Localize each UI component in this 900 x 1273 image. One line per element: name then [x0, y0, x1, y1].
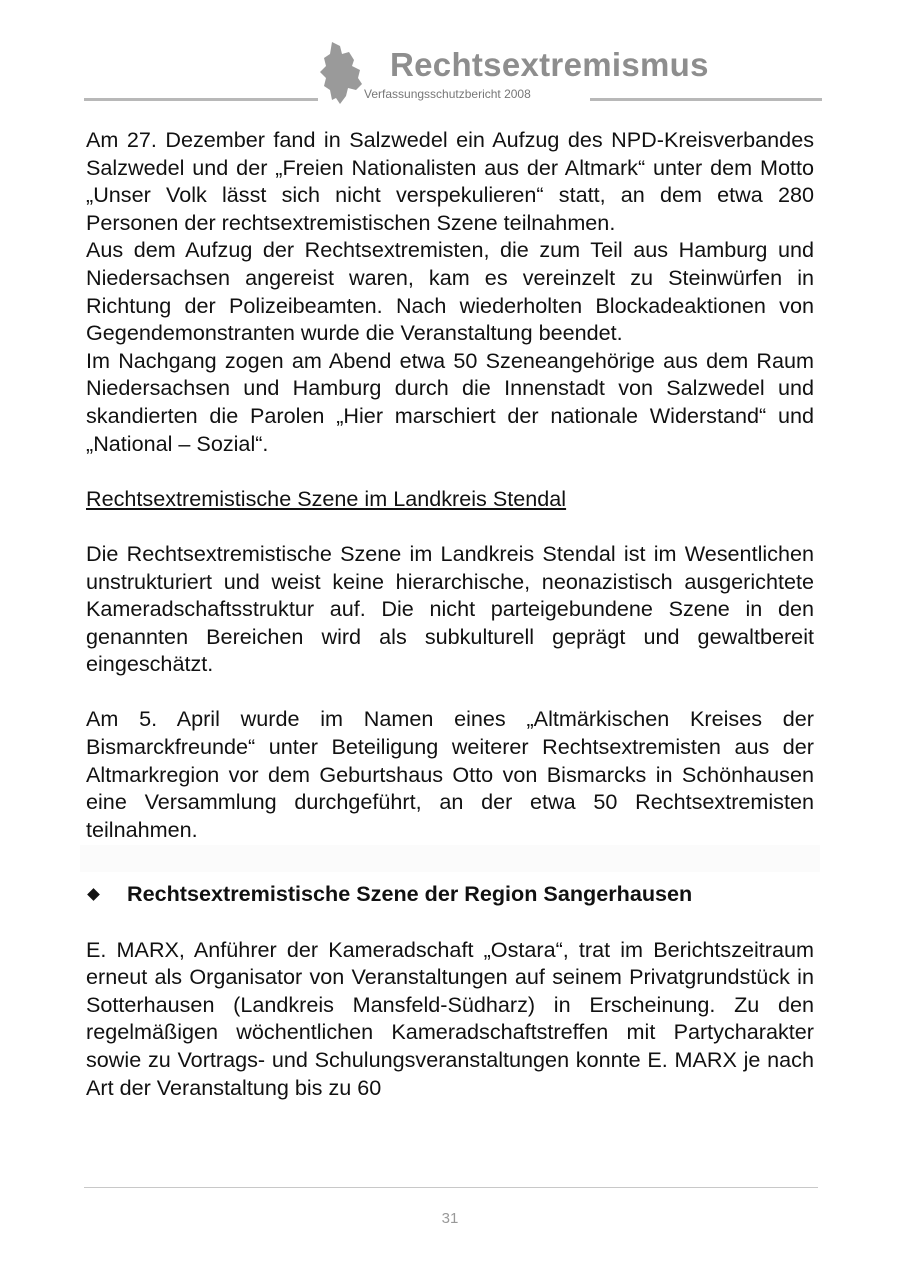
saxony-anhalt-map-icon [318, 40, 364, 106]
section-heading-text: Rechtsextremistische Szene der Region Sangerhausen [127, 881, 693, 907]
paragraph: Die Rechtsextremistische Szene im Landkreis Stendal ist im Wesentlichen unstrukturiert und weist keine hierarchische, neonazistisch ausgerichtete Kameradschaftsstruktur auf. Die nicht parteigebundene Szene in den genannten Bereichen wird als subkulturell geprägt und gewaltbereit eingeschätzt. [86, 540, 814, 677]
page-body [86, 126, 814, 1101]
section-divider [80, 845, 820, 872]
paragraph: Im Nachgang zogen am Abend etwa 50 Szeneangehörige aus dem Raum Niedersachsen und Hamburg durch die Innenstadt von Salzwedel und skandierten die Parolen „Hier marschiert der nationale Widerstand“ und „National – Sozial“. [86, 347, 814, 456]
footer-rule [84, 1187, 818, 1188]
header-rule-left [84, 98, 318, 101]
paragraph: Aus dem Aufzug der Rechtsextremisten, die zum Teil aus Hamburg und Niedersachsen angereist waren, kam es vereinzelt zu Steinwürfen in Richtung der Polizeibeamten. Nach wiederholten Blockadeaktionen von Gegendemonstranten wurde die Veranstaltung beendet. [86, 237, 814, 346]
page-number: 31 [441, 1210, 459, 1227]
section-heading [86, 880, 814, 908]
page-header [84, 38, 822, 108]
header-title: Rechtsextremismus [390, 46, 709, 83]
header-subtitle: Verfassungsschutzbericht 2008 [364, 87, 531, 101]
paragraph: Am 27. Dezember fand in Salzwedel ein Aufzug des NPD-Kreisverbandes Salzwedel und der „Freien Nationalisten aus der Altmark“ unter dem Motto „Unser Volk lässt sich nicht verspekulieren“ statt, an dem etwa 280 Personen der rechtsextremistischen Szene teilnahmen. [86, 127, 814, 235]
diamond-bullet-icon [87, 888, 100, 901]
header-rule-right [590, 98, 822, 101]
paragraph: Am 5. April wurde im Namen eines „Altmärkischen Kreises der Bismarckfreunde“ unter Beteiligung weiterer Rechtsextremisten aus der Altmarkregion vor dem Geburtshaus Otto von Bismarcks in Schönhausen eine Versammlung durchgeführt, an der etwa 50 Rechtsextremisten teilnahmen. [86, 706, 814, 842]
subheading-stendal: Rechtsextremistische Szene im Landkreis Stendal [86, 485, 567, 511]
paragraph: E. MARX, Anführer der Kameradschaft „Ostara“, trat im Berichtszeitraum erneut als Organisator von Veranstaltungen auf seinem Privatgrundstück in Sotterhausen (Landkreis Mansfeld-Südharz) in Erscheinung. Zu den regelmäßigen wöchentlichen Kameradschaftstreffen mit Partycharakter sowie zu Vortrags- und Schulungsveranstaltungen konnte E. MARX je nach Art der Veranstaltung bis zu 60 [86, 936, 814, 1100]
